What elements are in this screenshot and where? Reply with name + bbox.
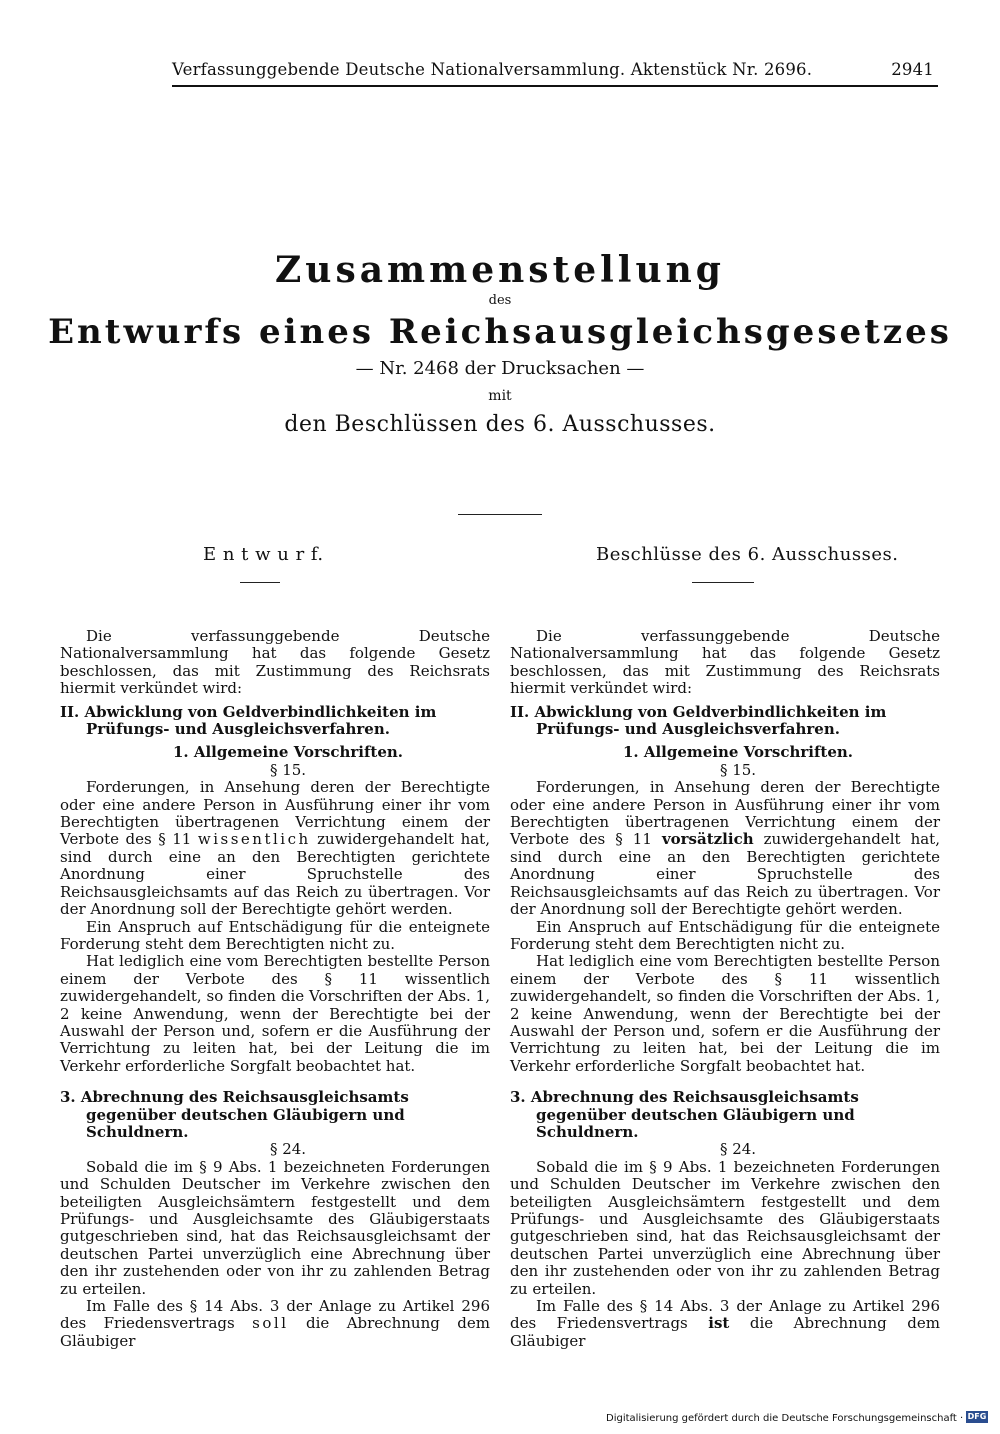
title-block — [0, 248, 1000, 442]
title-des: des — [488, 293, 512, 308]
paragraph-number: § 15. — [719, 760, 757, 779]
title-beschluesse: den Beschlüssen des 6. Ausschusses. — [284, 412, 716, 437]
text-run: Forderungen, in Ansehung deren der Berechtigte oder eine andere Person in Ausführung einer ihr vom Berechtigten übertragenen Verrichtung einem der Verbote des § 11 — [60, 778, 490, 849]
right-column — [510, 628, 940, 1350]
running-title: Verfassunggebende Deutsche Nationalversammlung. Aktenstück Nr. 2696. — [172, 60, 813, 79]
text-run: die Abrechnung dem Gläubiger — [60, 1314, 490, 1350]
section-heading: II. Abwicklung von Geldverbindlichkeiten im Prüfungs- und Ausgleichsverfahren. — [60, 702, 437, 739]
paragraph-number: § 24. — [719, 1140, 757, 1159]
paragraph-text — [510, 1298, 940, 1350]
title-zusammenstellung: Zusammenstellung — [275, 249, 725, 291]
title-divider — [458, 514, 542, 515]
title-mit: mit — [488, 388, 512, 404]
section-heading: 3. Abrechnung des Reichsausgleichsamts gegenüber deutschen Gläubigern und Schuldnern. — [510, 1088, 859, 1141]
right-column-heading: Beschlüsse des 6. Ausschusses. — [596, 544, 899, 565]
dfg-logo: DFG — [967, 1412, 987, 1421]
paragraph-text — [510, 779, 940, 918]
paragraph-number: § 24. — [269, 1140, 307, 1159]
left-heading-rule — [240, 582, 280, 583]
text-run: die Abrechnung dem Gläubiger — [510, 1314, 940, 1350]
intro-paragraph: Die verfassunggebende Deutsche Nationalversammlung hat das folgende Gesetz beschlossen, das mit Zustimmung des Reichsrats hiermit verkündet wird: — [60, 627, 490, 698]
emphasis-text: soll — [252, 1314, 289, 1333]
section-heading: II. Abwicklung von Geldverbindlichkeiten im Prüfungs- und Ausgleichsverfahren. — [510, 702, 887, 739]
footer-credit: Digitalisierung gefördert durch die Deutsche Forschungsgemeinschaft · — [606, 1413, 964, 1424]
emphasis-text: ist — [708, 1314, 730, 1333]
paragraph-text — [60, 1298, 490, 1350]
paragraph-text: Hat lediglich eine vom Berechtigten bestellte Person einem der Verbote des § 11 wissentlich zuwidergehandelt, so finden die Vorschriften der Abs. 1, 2 keine Anwendung, wenn der Berechtigte bei der Auswahl der Person und, sofern er die Ausführung der Verrichtung zu leiten hat, bei der Leitung die im Verkehr erforderliche Sorgfalt beobachtet hat. — [510, 952, 940, 1075]
title-drucksache: — Nr. 2468 der Drucksachen — — [355, 358, 645, 379]
title-entwurf: Entwurfs eines Reichsausgleichsgesetzes — [48, 312, 952, 352]
section-heading: 3. Abrechnung des Reichsausgleichsamts gegenüber deutschen Gläubigern und Schuldnern. — [60, 1088, 409, 1141]
left-column — [60, 628, 490, 1350]
emphasis-text: wissentlich — [197, 830, 311, 849]
header-rule — [172, 85, 938, 87]
emphasis-text: vorsätzlich — [661, 830, 754, 849]
section-heading: 1. Allgemeine Vorschriften. — [622, 743, 854, 762]
page-number: 2941 — [891, 60, 934, 79]
text-run: Im Falle des § 14 Abs. 3 der Anlage zu Artikel 296 des Friedensvertrags — [60, 1297, 490, 1333]
paragraph-text: Ein Anspruch auf Entschädigung für die enteignete Forderung steht dem Berechtigten nicht zu. — [60, 917, 490, 953]
paragraph-text — [60, 779, 490, 918]
paragraph-text: Sobald die im § 9 Abs. 1 bezeichneten Forderungen und Schulden Deutscher im Verkehre zwischen den beteiligten Ausgleichsämtern festgestellt und dem Prüfungs- und Ausgleichsamte des Gläubigerstaats gutgeschrieben sind, hat das Reichsausgleichsamt der deutschen Partei unverzüglich eine Abrechnung über den ihr zustehenden oder von ihr zu zahlenden Betrag zu erteilen. — [510, 1157, 940, 1298]
intro-paragraph: Die verfassunggebende Deutsche Nationalversammlung hat das folgende Gesetz beschlossen, das mit Zustimmung des Reichsrats hiermit verkündet wird: — [510, 627, 940, 698]
text-run: zuwidergehandelt hat, sind durch eine an den Berechtigten gerichtete Anordnung einer Spruchstelle des Reichsausgleichsamts auf das Reich zu übertragen. Vor der Anordnung soll der Berechtigte gehört werden. — [60, 830, 490, 919]
text-run: Im Falle des § 14 Abs. 3 der Anlage zu Artikel 296 des Friedensvertrags — [510, 1297, 940, 1333]
text-run: zuwidergehandelt hat, sind durch eine an den Berechtigten gerichtete Anordnung einer Spruchstelle des Reichsausgleichsamts auf das Reich zu übertragen. Vor der Anordnung soll der Berechtigte gehört werden. — [510, 830, 940, 919]
right-heading-rule — [692, 582, 754, 583]
paragraph-text: Sobald die im § 9 Abs. 1 bezeichneten Forderungen und Schulden Deutscher im Verkehre zwischen den beteiligten Ausgleichsämtern festgestellt und dem Prüfungs- und Ausgleichsamte des Gläubigerstaats gutgeschrieben sind, hat das Reichsausgleichsamt der deutschen Partei unverzüglich eine Abrechnung über den ihr zustehenden oder von ihr zu zahlenden Betrag zu erteilen. — [60, 1157, 490, 1298]
paragraph-text: Hat lediglich eine vom Berechtigten bestellte Person einem der Verbote des § 11 wissentlich zuwidergehandelt, so finden die Vorschriften der Abs. 1, 2 keine Anwendung, wenn der Berechtigte bei der Auswahl der Person und, sofern er die Ausführung der Verrichtung zu leiten hat, bei der Leitung die im Verkehr erforderliche Sorgfalt beobachtet hat. — [60, 952, 490, 1075]
left-column-heading: E n t w u r f. — [203, 544, 324, 565]
text-run: Forderungen, in Ansehung deren der Berechtigte oder eine andere Person in Ausführung einer ihr vom Berechtigten übertragenen Verrichtung einem der Verbote des § 11 — [510, 778, 940, 849]
section-heading: 1. Allgemeine Vorschriften. — [172, 743, 404, 762]
paragraph-number: § 15. — [269, 760, 307, 779]
paragraph-text: Ein Anspruch auf Entschädigung für die enteignete Forderung steht dem Berechtigten nicht zu. — [510, 917, 940, 953]
